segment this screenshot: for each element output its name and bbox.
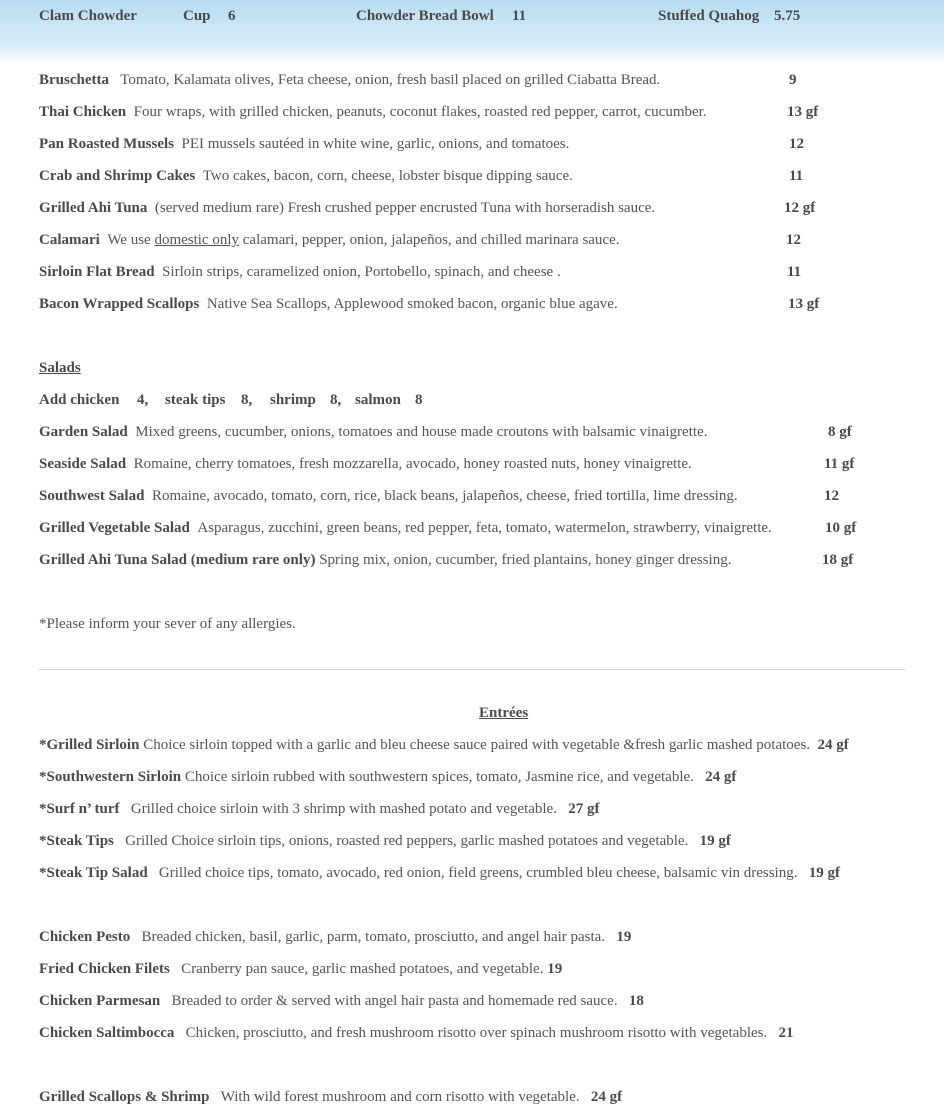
item-description: (served medium rare) Fresh crushed pepper encrusted Tuna with horseradish sauce. bbox=[154, 200, 656, 216]
item-price: 19 gf bbox=[699, 833, 731, 849]
item-description: Sirloin strips, caramelized onion, Portobello, spinach, and cheese . bbox=[162, 264, 561, 280]
item-price: 19 gf bbox=[808, 865, 840, 881]
menu-item-calamari bbox=[39, 232, 620, 249]
menu-item-grilled-ahi-tuna bbox=[39, 200, 655, 217]
menu-item-bruschetta bbox=[39, 72, 660, 89]
item-description: Grilled choice tips, tomato, avocado, red onion, field greens, crumbled bleu cheese, balsamic vin dressing. bbox=[158, 865, 798, 881]
menu-item-crab-shrimp-cakes bbox=[39, 168, 573, 185]
menu-item-pan-roasted-mussels bbox=[39, 136, 569, 153]
item-price: 13 gf bbox=[787, 104, 819, 120]
item-description: Asparagus, zucchini, green beans, red pepper, feta, tomato, watermelon, strawberry, vinaigrette. bbox=[197, 520, 772, 536]
item-price: 18 bbox=[628, 993, 644, 1009]
item-price: 11 gf bbox=[824, 456, 855, 472]
stuffed-quahog-price: 5.75 bbox=[774, 8, 801, 24]
item-price: 9 bbox=[789, 72, 797, 88]
menu-item-chicken-saltimbocca bbox=[39, 1025, 794, 1042]
menu-item-chicken-parmesan bbox=[39, 993, 644, 1010]
addon-shrimp-label: shrimp bbox=[270, 392, 316, 408]
allergy-note: *Please inform your sever of any allergies. bbox=[39, 616, 296, 632]
menu-item-grilled-sirloin bbox=[39, 737, 849, 754]
menu-item-sirloin-flat-bread bbox=[39, 264, 561, 281]
item-description: Romaine, cherry tomatoes, fresh mozzarella, avocado, honey roasted nuts, honey vinaigrette. bbox=[133, 456, 692, 472]
addon-salmon-price: 8 bbox=[415, 392, 423, 408]
item-price: 24 gf bbox=[590, 1089, 623, 1105]
addon-steak-price: 8, bbox=[241, 392, 253, 408]
item-name: Crab and Shrimp Cakes bbox=[39, 168, 196, 184]
menu-item-ahi-tuna-salad bbox=[39, 552, 731, 569]
menu-item-southwest-salad bbox=[39, 488, 738, 505]
item-name: Fried Chicken Filets bbox=[39, 961, 170, 977]
item-description: Breaded to order & served with angel hair pasta and homemade red sauce. bbox=[171, 993, 618, 1009]
item-name: *Steak Tip Salad bbox=[39, 865, 148, 881]
item-price: 11 bbox=[789, 168, 804, 184]
item-name: Bruschetta bbox=[39, 72, 109, 88]
item-price: 24 gf bbox=[817, 737, 849, 753]
item-price: 27 gf bbox=[568, 801, 600, 817]
addon-salmon-label: salmon bbox=[355, 392, 401, 408]
item-description: Romaine, avocado, tomato, corn, rice, black beans, jalapeños, cheese, fried tortilla, lime dressing. bbox=[151, 488, 738, 504]
item-name: *Southwestern Sirloin bbox=[39, 769, 182, 785]
item-description: Mixed greens, cucumber, onions, tomatoes and house made croutons with balsamic vinaigrette. bbox=[135, 424, 708, 440]
soup-bread-bowl: Chowder Bread Bowl bbox=[356, 8, 494, 24]
item-description: Chicken, prosciutto, and fresh mushroom risotto over spinach mushroom risotto with vegetables. bbox=[185, 1025, 768, 1041]
menu-item-thai-chicken bbox=[39, 104, 707, 121]
item-description: Native Sea Scallops, Applewood smoked bacon, organic blue agave. bbox=[206, 296, 618, 312]
item-name: Bacon Wrapped Scallops bbox=[39, 296, 200, 312]
menu-item-seaside-salad bbox=[39, 456, 692, 473]
item-price: 11 bbox=[787, 264, 802, 280]
item-description: Grilled Choice sirloin tips, onions, roasted red peppers, garlic mashed potatoes and vegetable. bbox=[125, 833, 689, 849]
item-price: 19 bbox=[616, 929, 632, 945]
item-description: Two cakes, bacon, corn, cheese, lobster bisque dipping sauce. bbox=[202, 168, 573, 184]
menu-item-garden-salad bbox=[39, 424, 707, 441]
domestic-only-link[interactable]: domestic only bbox=[154, 232, 240, 248]
item-name: Grilled Ahi Tuna bbox=[39, 200, 148, 216]
item-name: Grilled Vegetable Salad bbox=[39, 520, 190, 536]
stuffed-quahog: Stuffed Quahog bbox=[658, 8, 760, 24]
entrees-heading: Entrées bbox=[479, 705, 529, 721]
section-divider bbox=[39, 669, 905, 670]
item-description: Spring mix, onion, cucumber, fried plantains, honey ginger dressing. bbox=[319, 552, 732, 568]
item-name: Grilled Ahi Tuna Salad (medium rare only) bbox=[39, 552, 316, 568]
item-description: Choice sirloin topped with a garlic and bleu cheese sauce paired with vegetable &fresh garlic mashed potatoes. bbox=[143, 737, 811, 753]
item-name: Chicken Pesto bbox=[39, 929, 131, 945]
item-name: Seaside Salad bbox=[39, 456, 127, 472]
menu-item-bacon-wrapped-scallops bbox=[39, 296, 618, 313]
item-price: 12 bbox=[786, 232, 801, 248]
item-name: Sirloin Flat Bread bbox=[39, 264, 155, 280]
item-description: Cranberry pan sauce, garlic mashed potatoes, and vegetable. bbox=[181, 961, 544, 977]
menu-item-chicken-pesto bbox=[39, 929, 631, 946]
menu-item-surf-n-turf bbox=[39, 801, 599, 818]
item-price: 21 bbox=[778, 1025, 794, 1041]
item-name: *Surf n’ turf bbox=[39, 801, 120, 817]
soup-cup-label: Cup bbox=[183, 8, 211, 24]
menu-item-fried-chicken-filets bbox=[39, 961, 562, 978]
menu-item-steak-tip-salad bbox=[39, 865, 840, 882]
item-description: Breaded chicken, basil, garlic, parm, tomato, prosciutto, and angel hair pasta. bbox=[141, 929, 606, 945]
item-price: 12 bbox=[824, 488, 839, 504]
item-name: Chicken Saltimbocca bbox=[39, 1025, 175, 1041]
item-name: Pan Roasted Mussels bbox=[39, 136, 175, 152]
item-price: 8 gf bbox=[828, 424, 852, 440]
item-price: 24 gf bbox=[705, 769, 737, 785]
item-price: 19 bbox=[547, 961, 563, 977]
addon-steak-label: steak tips bbox=[165, 392, 226, 408]
item-name: Grilled Scallops & Shrimp bbox=[39, 1089, 210, 1105]
item-description: Tomato, Kalamata olives, Feta cheese, onion, fresh basil placed on grilled Ciabatta Bread. bbox=[120, 72, 661, 88]
item-name: Chicken Parmesan bbox=[39, 993, 161, 1009]
item-name: Southwest Salad bbox=[39, 488, 145, 504]
item-description-post: calamari, pepper, onion, jalapeños, and chilled marinara sauce. bbox=[242, 232, 620, 248]
salads-heading: Salads bbox=[39, 360, 81, 376]
menu-item-grilled-vegetable-salad bbox=[39, 520, 772, 537]
item-price: 12 gf bbox=[784, 200, 816, 216]
item-name: Thai Chicken bbox=[39, 104, 127, 120]
soup-bread-bowl-price: 11 bbox=[512, 8, 527, 24]
item-name: Garden Salad bbox=[39, 424, 128, 440]
addon-chicken-label: Add chicken bbox=[39, 392, 120, 408]
item-description: PEI mussels sautéed in white wine, garlic, onions, and tomatoes. bbox=[181, 136, 570, 152]
soup-cup-price: 6 bbox=[228, 8, 236, 24]
item-name: Calamari bbox=[39, 232, 100, 248]
menu-item-grilled-scallops-shrimp bbox=[39, 1089, 622, 1106]
item-price: 12 bbox=[789, 136, 804, 152]
menu-item-southwestern-sirloin bbox=[39, 769, 736, 786]
item-name: *Steak Tips bbox=[39, 833, 114, 849]
addon-chicken-price: 4, bbox=[137, 392, 149, 408]
menu-item-steak-tips bbox=[39, 833, 731, 850]
item-description: With wild forest mushroom and corn risotto with vegetable. bbox=[220, 1089, 580, 1105]
item-description: Four wraps, with grilled chicken, peanuts, coconut flakes, roasted red pepper, carrot, cucumber. bbox=[133, 104, 707, 120]
item-price: 10 gf bbox=[825, 520, 857, 536]
addon-shrimp-price: 8, bbox=[330, 392, 342, 408]
item-description-pre: We use bbox=[107, 232, 151, 248]
item-price: 18 gf bbox=[822, 552, 854, 568]
soup-clam-chowder: Clam Chowder bbox=[39, 8, 137, 24]
item-price: 13 gf bbox=[788, 296, 820, 312]
item-description: Choice sirloin rubbed with southwestern spices, tomato, Jasmine rice, and vegetable. bbox=[184, 769, 694, 785]
item-name: *Grilled Sirloin bbox=[39, 737, 140, 753]
item-description: Grilled choice sirloin with 3 shrimp with mashed potato and vegetable. bbox=[130, 801, 557, 817]
